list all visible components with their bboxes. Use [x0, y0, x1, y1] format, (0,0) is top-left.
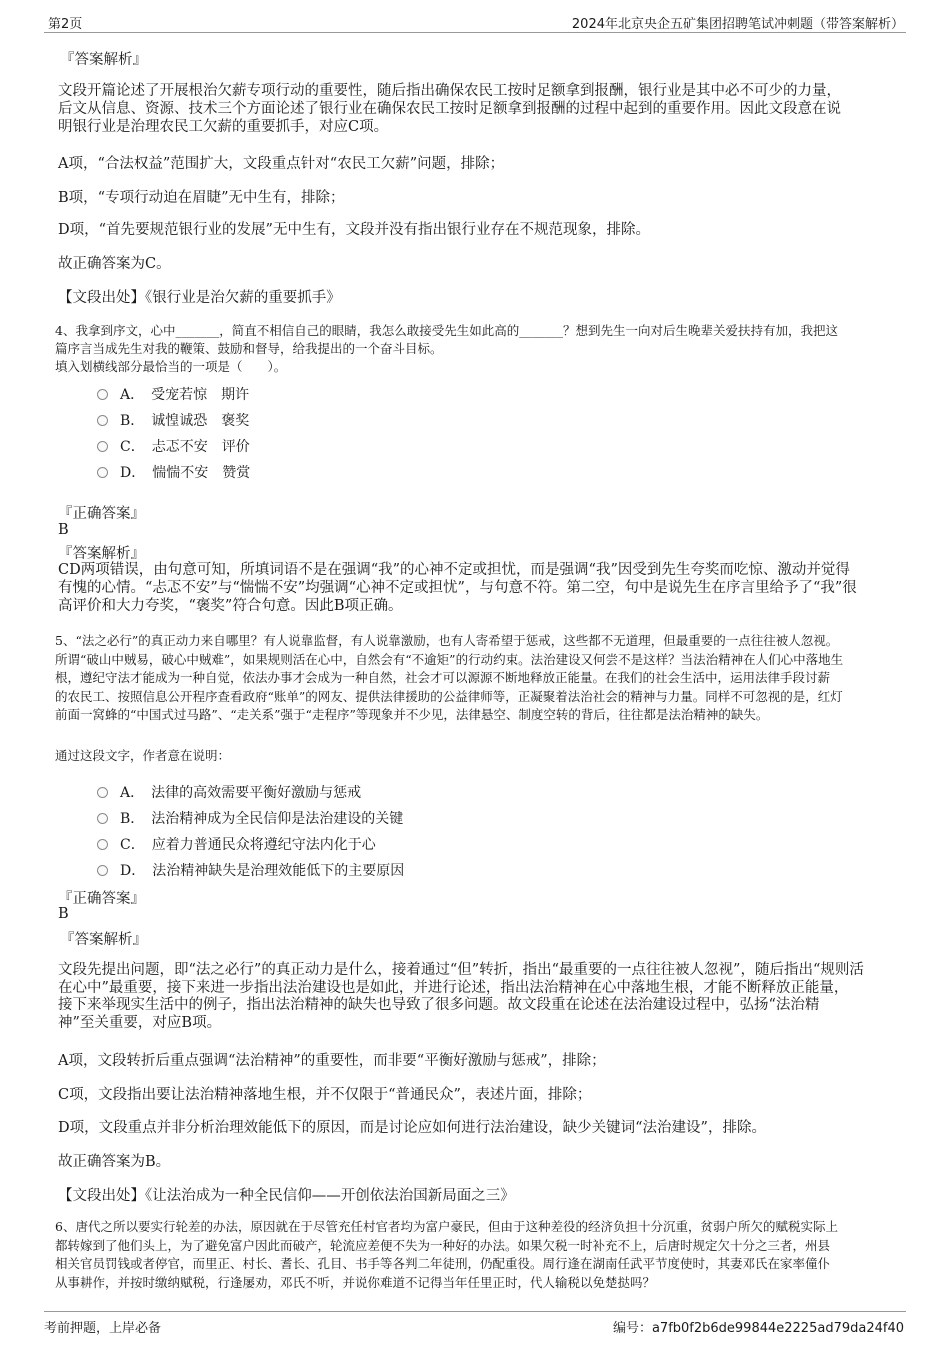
q4-option-c[interactable] [97, 436, 250, 456]
q5-option-a-analysis: A项，文段转折后重点强调“法治精神”的重要性，而非要“平衡好激励与惩戒”，排除； [58, 1053, 606, 1069]
document-id: 编号：a7fb0f2b6de99844e2225ad79da24f40 [612, 1321, 904, 1336]
text-line: 都转嫁到了他们头上，为了避免富户因此而破产，轮流应差便不失为一种好的办法。如果欠税一时补充不上，后唐时规定欠十分之三者，州县 [55, 1237, 831, 1253]
text-line: 5、“法之必行”的真正动力来自哪里？有人说靠监督，有人说靠激励，也有人寄希望于惩戒，这些都不无道理，但最重要的一点往往被人忽视。 [55, 633, 839, 648]
text-line: 明银行业是治理农民工欠薪的重要抓手，对应C项。 [58, 119, 389, 135]
q3-conclusion: 故正确答案为C。 [58, 256, 171, 272]
q5-prompt: 通过这段文字，作者意在说明： [55, 748, 231, 763]
option-label: A． 法律的高效需要平衡好激励与惩戒 [120, 785, 362, 801]
text-line: 6、唐代之所以要实行轮差的办法，原因就在于尽管充任村官者均为富户豪民，但由于这种差役的经济负担十分沉重，贫弱户所欠的赋税实际上 [55, 1219, 838, 1234]
q5-answer: B [58, 906, 69, 922]
text-line: 在心中”最重要，接下来进一步指出法治建设也是如此，并进行论述，指出法治精神在心中落地生根，才能不断释放正能量， [58, 979, 849, 996]
q3-option-b-analysis: B项，“专项行动迫在眉睫”无中生有，排除； [58, 190, 345, 206]
q4-answer: B [58, 522, 69, 538]
text-line: 根，遵纪守法才能成为一种自觉，依法办事才会成为一种自然，社会才可以源源不断地释放正能量。在我们的社会生活中，运用法律手段讨薪 [55, 670, 831, 685]
page-footer [0, 1305, 950, 1345]
radio-button[interactable] [97, 415, 108, 426]
option-label: D． 惴惴不安 赞赏 [120, 465, 251, 481]
q5-answer-label: 『正确答案』 [58, 891, 145, 907]
q4-analysis-label: 『答案解析』 [58, 546, 145, 562]
q6-stem [55, 1218, 838, 1292]
header-divider [44, 32, 906, 33]
text-line: 接下来举现实生活中的例子，指出法治精神的缺失也导致了很多问题。故文段重在论述在法治建设过程中，弘扬“法治精 [58, 997, 820, 1013]
option-label: B． 法治精神成为全民信仰是法治建设的关键 [120, 811, 404, 827]
option-label: D． 法治精神缺失是治理效能低下的主要原因 [120, 863, 405, 879]
q5-option-c[interactable] [97, 834, 376, 854]
radio-button[interactable] [97, 865, 108, 876]
q5-option-a[interactable] [97, 782, 361, 802]
q3-analysis-paragraph [58, 82, 841, 136]
option-label: A． 受宠若惊 期许 [120, 387, 250, 403]
radio-button[interactable] [97, 813, 108, 824]
q5-analysis-paragraph [58, 962, 864, 1032]
q4-option-a[interactable] [97, 384, 249, 404]
text-line: 高评价和大力夸奖，“褒奖”符合句意。因此B项正确。 [58, 598, 403, 614]
text-line: 4、我拿到序文，心中_______，简直不相信自己的眼睛，我怎么敢接受先生如此高的_______？想到先生一向对后生晚辈关爱扶持有加，我把这 [55, 323, 838, 338]
text-line: CD两项错误，由句意可知，所填词语不是在强调“我”的心神不定或担忧，而是强调“我”因受到先生夸奖而吃惊、激动并觉得 [58, 562, 850, 578]
q3-option-d-analysis: D项，“首先要规范银行业的发展”无中生有，文段并没有指出银行业存在不规范现象，排除。 [58, 222, 650, 238]
q5-option-c-analysis: C项，文段指出要让法治精神落地生根，并不仅限于“普通民众”，表述片面，排除； [58, 1087, 592, 1103]
text-line: 篇序言当成先生对我的鞭策、鼓励和督导，给我提出的一个奋斗目标。 [55, 341, 443, 356]
radio-button[interactable] [97, 839, 108, 850]
text-line: 神”至关重要，对应B项。 [58, 1014, 222, 1031]
q4-analysis [58, 561, 857, 615]
text-line: 相关官员罚钱或者停官，而里正、村长、耆长、孔目、书手等各判二年徒刑，仍配重役。周行逢在湖南任武平节度使时，其妻邓氏在家率僮仆 [55, 1256, 831, 1271]
page-number: 第2页 [48, 17, 83, 32]
q4-stem [55, 322, 838, 376]
radio-button[interactable] [97, 787, 108, 798]
radio-button[interactable] [97, 441, 108, 452]
option-label: C． 忐忑不安 评价 [120, 439, 250, 455]
q3-option-a-analysis: A项，“合法权益”范围扩大，文段重点针对“农民工欠薪”问题，排除； [58, 156, 505, 172]
text-line: 从事耕作，并按时缴纳赋税，行逢屡劝，邓氏不听，并说你难道不记得当年任里正时，代人输税以免楚挞吗？ [55, 1274, 656, 1290]
q5-source: 【文段出处】《让法治成为一种全民信仰——开创依法治国新局面之三》 [58, 1188, 515, 1204]
footer-slogan: 考前押题，上岸必备 [44, 1321, 162, 1336]
text-line: 文段开篇论述了开展根治欠薪专项行动的重要性，随后指出确保农民工按时足额拿到报酬，银行业是其中必不可少的力量， [58, 83, 841, 99]
q5-analysis-label: 『答案解析』 [60, 932, 147, 948]
text-line: 所谓“破山中贼易，破心中贼难”，如果规则活在心中，自然会有“不逾矩”的行动约束。法治建设又何尝不是这样？当法治精神在人们心中落地生 [55, 651, 844, 667]
option-label: C． 应着力普通民众将遵纪守法内化于心 [120, 837, 376, 853]
q5-option-b[interactable] [97, 808, 403, 828]
q5-stem [55, 632, 843, 725]
document-title: 2024年北京央企五矿集团招聘笔试冲刺题（带答案解析） [571, 17, 904, 32]
radio-button[interactable] [97, 389, 108, 400]
text-line: 有愧的心情。“忐忑不安”与“惴惴不安”均强调“心神不定或担忧”，与句意不符。第二空，句中是说先生在序言里给予了“我”很 [58, 580, 857, 596]
text-line: 文段先提出问题，即“法之必行”的真正动力是什么，接着通过“但”转折，指出“最重要的一点往往被人忽视”，随后指出“规则活 [58, 962, 864, 978]
option-label: B． 诚惶诚恐 褒奖 [120, 413, 250, 429]
text-line: 后文从信息、资源、技术三个方面论述了银行业在确保农民工按时足额拿到报酬的过程中起到的重要作用。因此文段意在说 [58, 101, 841, 117]
radio-button[interactable] [97, 467, 108, 478]
footer-divider [44, 1311, 906, 1312]
q5-conclusion: 故正确答案为B。 [58, 1154, 171, 1170]
q3-source: 【文段出处】《银行业是治欠薪的重要抓手》 [58, 290, 341, 306]
q5-option-d-analysis: D项，文段重点并非分析治理效能低下的原因，而是讨论应如何进行法治建设，缺少关键词“法治建设”，排除。 [58, 1120, 766, 1136]
page-header [0, 0, 950, 34]
q5-option-d[interactable] [97, 860, 404, 880]
q4-answer-label: 『正确答案』 [58, 506, 145, 522]
q4-option-d[interactable] [97, 462, 250, 482]
q3-analysis-label: 『答案解析』 [60, 52, 147, 68]
text-line: 前面一窝蜂的“中国式过马路”、“走关系”强于“走程序”等现象并不少见，法律悬空、制度空转的背后，往往都是法治精神的缺失。 [55, 707, 769, 722]
text-line: 的农民工、按照信息公开程序查看政府“账单”的网友、提供法律援助的公益律师等，正凝聚着法治社会的精神与力量。同样不可忽视的是，红灯 [55, 688, 843, 704]
text-line: 填入划横线部分最恰当的一项是（ ）。 [55, 359, 287, 374]
q4-option-b[interactable] [97, 410, 249, 430]
